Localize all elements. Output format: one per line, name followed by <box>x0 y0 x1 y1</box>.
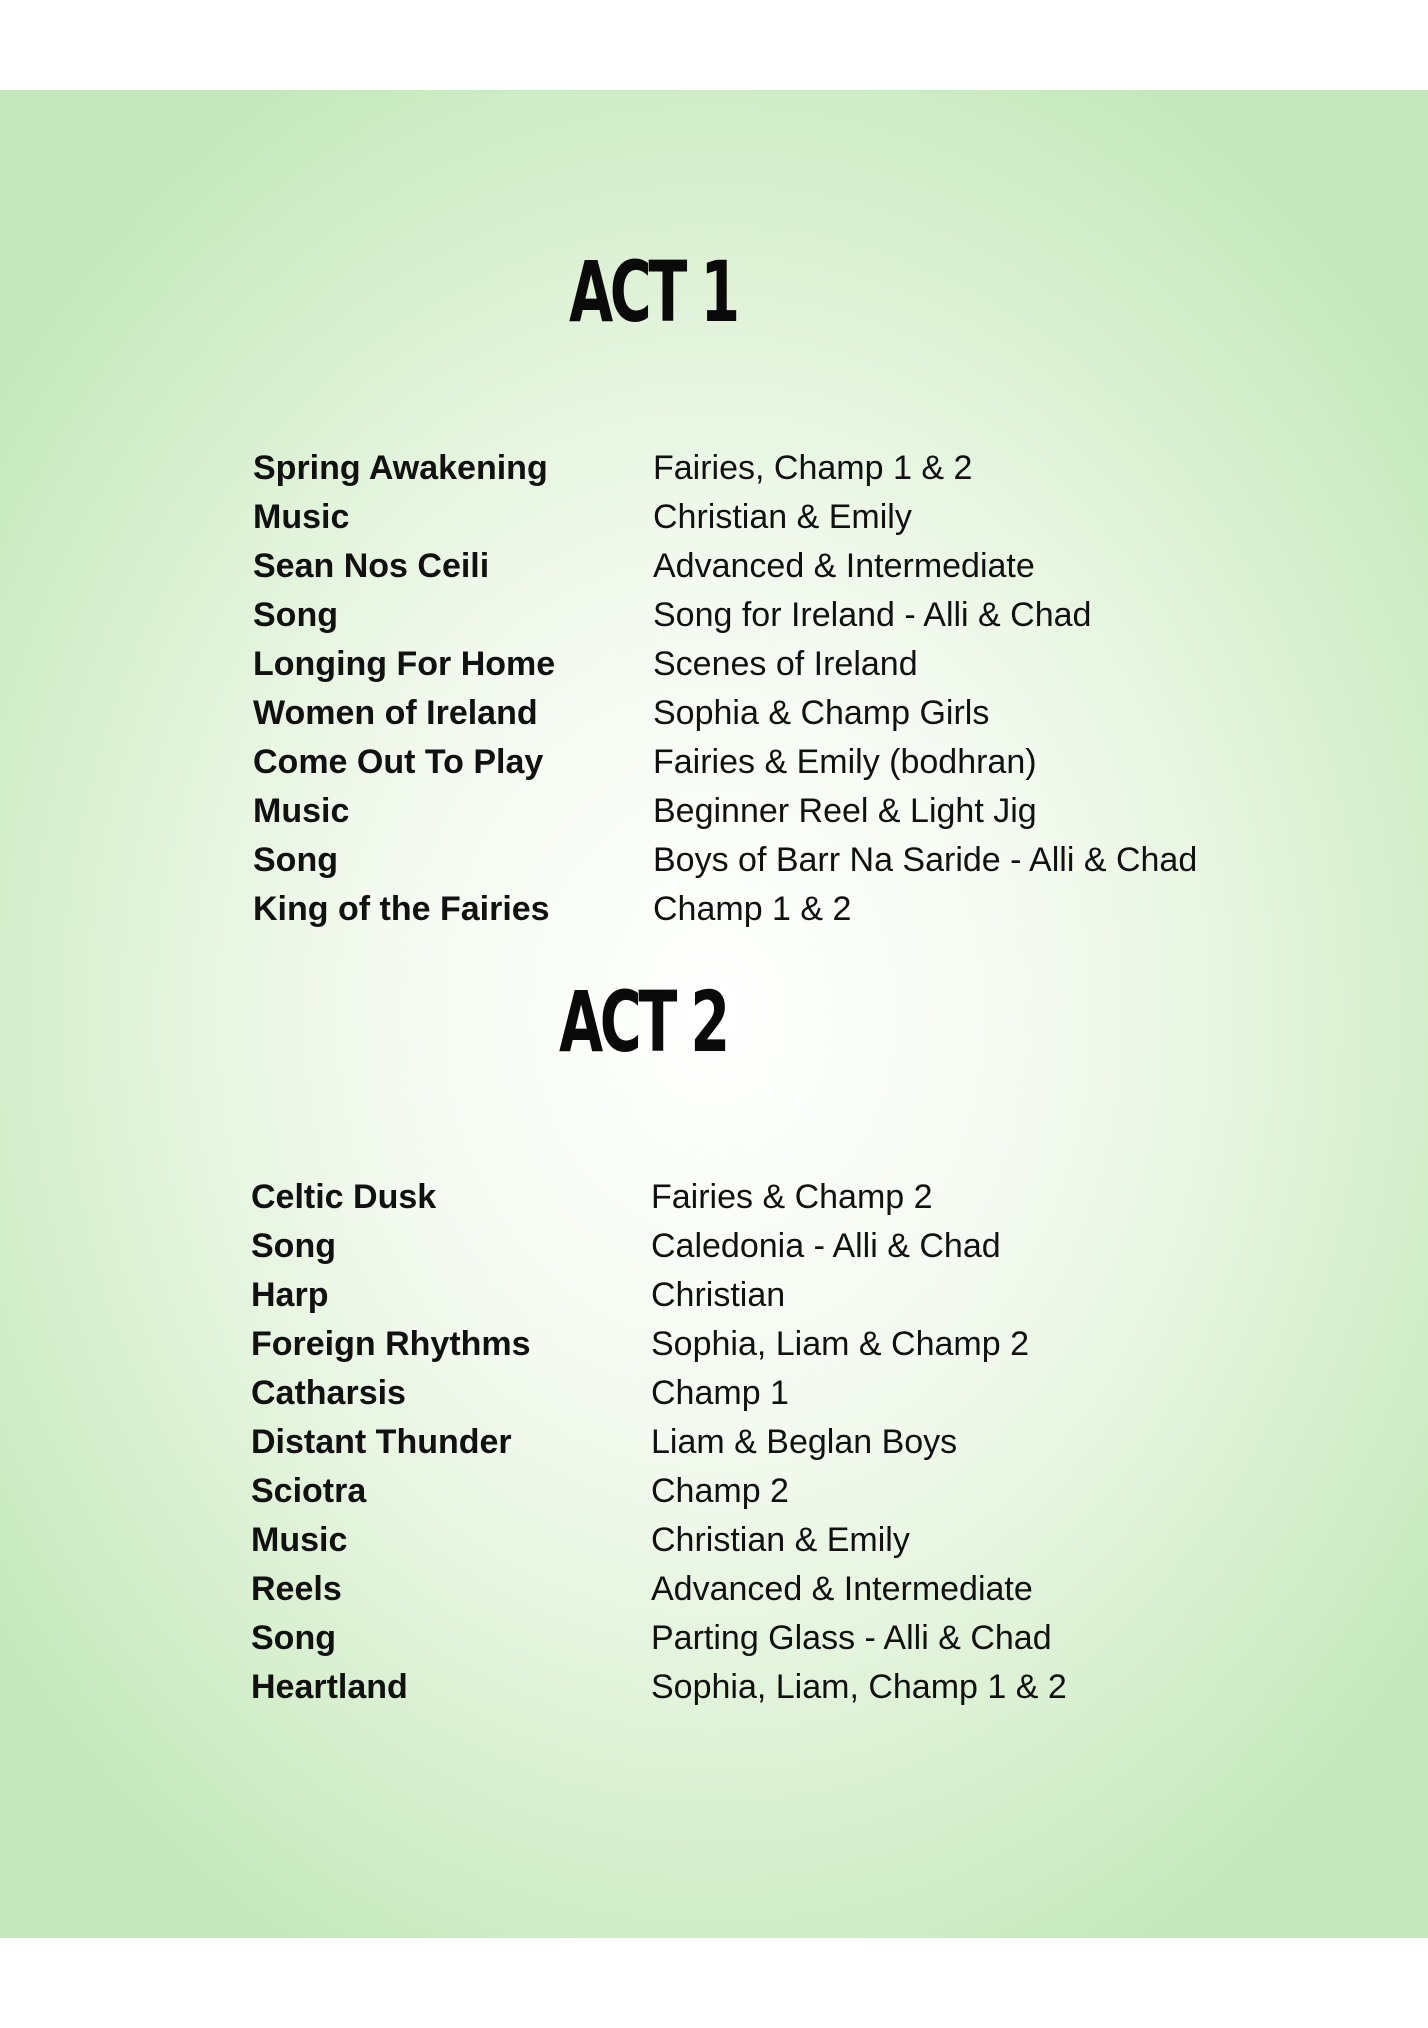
piece-title: King of the Fairies <box>253 890 550 928</box>
list-item <box>253 738 1303 787</box>
piece-title: Song <box>253 841 338 879</box>
performers: Christian & Emily <box>651 1521 910 1559</box>
piece-title: Reels <box>251 1570 342 1608</box>
piece-title: Distant Thunder <box>251 1423 512 1461</box>
piece-title: Harp <box>251 1276 329 1314</box>
piece-title: Sciotra <box>251 1472 367 1510</box>
act-1-program-list <box>253 444 1303 934</box>
list-item <box>251 1516 1301 1565</box>
performers: Parting Glass - Alli & Chad <box>651 1619 1052 1657</box>
performers: Champ 2 <box>651 1472 789 1510</box>
performers: Champ 1 <box>651 1374 789 1412</box>
list-item <box>253 444 1303 493</box>
list-item <box>253 836 1303 885</box>
piece-title: Sean Nos Ceili <box>253 547 490 585</box>
performers: Christian & Emily <box>653 498 912 536</box>
piece-title: Song <box>251 1619 336 1657</box>
act-2-program-list <box>251 1173 1301 1712</box>
list-item <box>251 1320 1301 1369</box>
list-item <box>253 640 1303 689</box>
piece-title: Celtic Dusk <box>251 1178 437 1216</box>
performers: Scenes of Ireland <box>653 645 918 683</box>
performers: Fairies & Emily (bodhran) <box>653 743 1037 781</box>
performers: Sophia, Liam, Champ 1 & 2 <box>651 1668 1067 1706</box>
piece-title: Song <box>253 596 338 634</box>
list-item <box>253 885 1303 934</box>
performers: Champ 1 & 2 <box>653 890 852 928</box>
performers: Boys of Barr Na Saride - Alli & Chad <box>653 841 1198 879</box>
list-item <box>251 1565 1301 1614</box>
piece-title: Music <box>251 1521 348 1559</box>
list-item <box>251 1173 1301 1222</box>
piece-title: Heartland <box>251 1668 408 1706</box>
piece-title: Come Out To Play <box>253 743 544 781</box>
list-item <box>253 493 1303 542</box>
list-item <box>253 542 1303 591</box>
performers: Sophia, Liam & Champ 2 <box>651 1325 1029 1363</box>
piece-title: Foreign Rhythms <box>251 1325 531 1363</box>
list-item <box>251 1418 1301 1467</box>
performers: Christian <box>651 1276 786 1314</box>
piece-title: Spring Awakening <box>253 449 548 487</box>
list-item <box>251 1467 1301 1516</box>
act-2-heading: ACT 2 <box>559 973 727 1071</box>
list-item <box>251 1663 1301 1712</box>
piece-title: Longing For Home <box>253 645 556 683</box>
list-item <box>251 1614 1301 1663</box>
performers: Beginner Reel & Light Jig <box>653 792 1037 830</box>
performers: Fairies, Champ 1 & 2 <box>653 449 973 487</box>
list-item <box>251 1222 1301 1271</box>
list-item <box>253 689 1303 738</box>
piece-title: Catharsis <box>251 1374 406 1412</box>
list-item <box>251 1271 1301 1320</box>
performers: Liam & Beglan Boys <box>651 1423 958 1461</box>
performers: Advanced & Intermediate <box>651 1570 1033 1608</box>
performers: Sophia & Champ Girls <box>653 694 990 732</box>
list-item <box>253 591 1303 640</box>
performers: Song for Ireland - Alli & Chad <box>653 596 1092 634</box>
piece-title: Song <box>251 1227 336 1265</box>
list-item <box>253 787 1303 836</box>
piece-title: Women of Ireland <box>253 694 538 732</box>
performers: Caledonia - Alli & Chad <box>651 1227 1001 1265</box>
performers: Advanced & Intermediate <box>653 547 1035 585</box>
piece-title: Music <box>253 498 350 536</box>
piece-title: Music <box>253 792 350 830</box>
act-1-heading: ACT 1 <box>569 243 737 341</box>
performers: Fairies & Champ 2 <box>651 1178 933 1216</box>
list-item <box>251 1369 1301 1418</box>
